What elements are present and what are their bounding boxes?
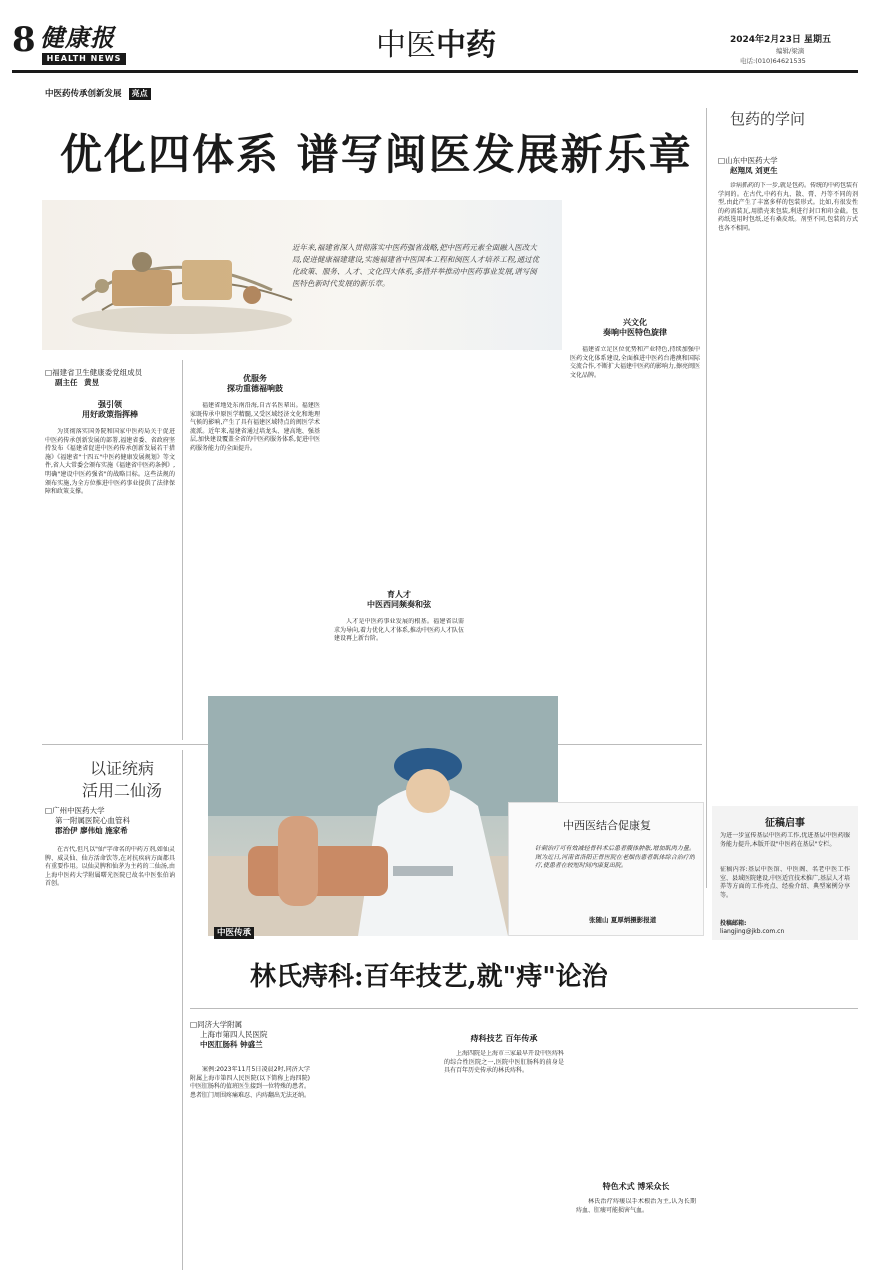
section-heading-1: 强引领 用好政策指挥棒 xyxy=(82,400,138,419)
divider-bottom-top xyxy=(190,1008,858,1009)
bottom-subhead-1: 痔科技艺 百年传承 xyxy=(470,1034,538,1043)
doctor-patient-illustration xyxy=(208,696,558,936)
solicit-email-address: liangjing@jkb.com.cn xyxy=(720,928,785,935)
section-body-1 xyxy=(45,428,175,728)
main-byline-role xyxy=(55,378,99,388)
section-title xyxy=(376,28,496,64)
photo-caption-title: 中西医结合促康复 xyxy=(563,819,651,832)
section-paragraph-1: 为贯彻落实国务院和国家中医药局关于促进中医药传承创新发展的部署,福建省委、省政府坚持发布《福建省促进中医药传承创新发展若干措施》《福建省"十四五"中医药健康发展规划》等文件,省人大常委会颁布实施《福建省中医药条例》,明确"建设中医药强省"的战略目标。这些法规的颁布实施,为全方位推进中医药事业提供了法律保障和政策支撑。 xyxy=(45,428,175,496)
section-heading-2: 优服务 探功重德福响鼓 xyxy=(227,374,283,393)
main-byline-org: □福建省卫生健康委党组成员 xyxy=(45,368,143,377)
section-paragraph-2: 福建省地处东南沿海,自古名医辈出。福建医家既传承中原医学精髓,又受区域经济文化和地理气候的影响,产生了具有福建区域特点的闽医学术流派。近年来,福建省通过培龙头、建高地、强基层,加快建设覆盖全省的中医药服务体系,促进中医药服务能力的全面提升。 xyxy=(190,402,320,452)
section-paragraph-4: 福建省立足区位优势和产业特色,持续加强中医药文化体系建设,全面推进中医药台港澳和国际交流合作,不断扩大福建中医药的影响力,擦亮闽医文化品牌。 xyxy=(570,346,700,379)
essay-byline-names: 郡治伊 廖伟灿 施家希 xyxy=(55,826,128,835)
page-number: 8 xyxy=(12,20,36,60)
photo-tag xyxy=(214,920,254,939)
solicit-email xyxy=(720,920,784,936)
bottom-case-paragraph: 案例:2023年11月5日凌晨2时,同济大学附属上海市第四人民医院(以下简称上海四院)中医肛肠科的值班医生接到一位特殊的患者。患者肛门周围疼痛难忍、内痔翻出无法还纳。 xyxy=(190,1066,310,1099)
section-heading-3: 育人才 中医西同频奏和弦 xyxy=(367,590,431,609)
section-heading-4: 兴文化 奏响中医特色旋律 xyxy=(603,318,667,337)
section-body-2 xyxy=(190,402,320,702)
essay-paragraph: 在古代,但凡以"仙"字命名的中药方剂,如仙灵脾、威灵仙、仙方活命饮等,在对抗疾病方面都具有重要作用。以仙灵脾和仙茅为主药的二仙汤,由上海中医药大学附属曙光医院已故名中医张伯讷首创。 xyxy=(45,846,175,888)
bottom-byline-org: □同济大学附属 xyxy=(190,1020,243,1029)
column-tag-badge: 亮点 xyxy=(129,88,151,100)
side-byline-org: □山东中医药大学 xyxy=(718,156,778,165)
side-article-body xyxy=(718,182,858,762)
essay-title: 以证统病 活用二仙汤 xyxy=(81,759,162,800)
main-illustration xyxy=(42,200,562,350)
solicit-box xyxy=(712,806,858,940)
masthead xyxy=(0,0,870,70)
divider-side xyxy=(706,108,707,888)
side-article-paragraph: 诊病抓药的下一步,就是包药。传统的中药包装有学问的。在古代,中药有丸、散、膏、丹等不同的剂型,由此产生了丰富多样的包装形式。比如,有很发性的药需装瓦,用腊壳来包装,利进行封口和印金截。包药纸选用时包纸,还有桑皮纸。剂型不同,包装的方式也各不相同。 xyxy=(718,182,858,232)
section-body-4 xyxy=(570,346,700,646)
solicit-email-label: 投稿邮箱: xyxy=(720,920,747,927)
section-body-3 xyxy=(334,618,464,708)
editors: 编辑/梁滴 xyxy=(776,47,805,55)
bottom-byline-names: 中医肛肠科 钟盛兰 xyxy=(200,1040,263,1049)
column-tag-prefix: 中医药传承创新发展 xyxy=(45,89,122,99)
solicit-intro: 为进一步宣传基层中医药工作,优进基层中医药服务能力提升,本版开设"中医药在基层"专栏。 xyxy=(720,832,850,848)
bottom-sub2-paragraph: 林氏治疗痔瘘以手术根治为主,认为长期痔血、肛瘘可能损害气血。 xyxy=(576,1198,696,1214)
issue-date: 2024年2月23日 星期五 xyxy=(730,35,831,45)
divider-col1 xyxy=(182,360,183,740)
photo-caption-credit: 张随山 夏厚炳摄影报道 xyxy=(589,916,657,924)
masthead-rule xyxy=(12,70,858,73)
bottom-sub1-body xyxy=(444,1050,564,1130)
photo-caption-box xyxy=(508,802,704,936)
bottom-sub2-body xyxy=(576,1198,696,1270)
essay-byline-dept: 第一附属医院心血管科 xyxy=(55,816,130,825)
main-headline: 优化四体系 谱写闽医发展新乐章 xyxy=(60,130,693,179)
essay-byline-org: □广州中医药大学 xyxy=(45,806,105,815)
main-lead: 近年来,福建省深入贯彻落实中医药强省战略,把中医药元素全面融入医改大局,促进健康福建建设,实施福建省中医国本工程和闽医人才培养工程,通过优化政策、服务、人才、文化四大体系,多措并举推动中医药事业发展,谱写闽医特色新时代发展的新乐章。 xyxy=(292,243,540,288)
photo-caption-text: 针刺治疗可有效减轻骨科术后患者腹体肿胀,增加肌肉力量。图为近日,河南省洛阳正骨医院在老烟伤患者肌体综合治疗的疗,使患者在较短时间内康复出院。 xyxy=(535,845,695,870)
main-byline-role-text: 副主任 xyxy=(55,378,78,387)
section-title-light: 中医 xyxy=(376,28,436,63)
solicit-title: 征稿启事 xyxy=(765,818,805,829)
solicit-body: 征稿内容:基层中医馆、中医阁、名老中医工作室、县域医院建设,中医适宜技术推广,基层人才培养等方面的工作亮点、经验介绍、典型案例分享等。 xyxy=(720,866,850,899)
bottom-sub1-paragraph: 上海四院是上海市三家最早开设中医痔科的综合性医院之一,医院中医肛肠科的前身是具有百年历史传承的林氏痔科。 xyxy=(444,1050,564,1075)
phone: 电话:(010)64621535 xyxy=(740,57,806,65)
bottom-subhead-2: 特色术式 博采众长 xyxy=(602,1182,670,1191)
section-title-bold: 中药 xyxy=(436,28,496,63)
rehab-photo xyxy=(208,696,558,936)
paper-name: 健康报 xyxy=(40,23,115,52)
paper-name-en: HEALTH NEWS xyxy=(42,53,126,65)
section-paragraph-3: 人才是中医药事业发展的根基。福建省以需求为导向,着力优化人才体系,推动中医药人才队伍建设再上新台阶。 xyxy=(334,618,464,643)
divider-essay xyxy=(182,750,183,1270)
column-tag xyxy=(45,81,151,99)
side-column-title: 包药的学问 xyxy=(730,110,806,128)
main-byline-name: 黄昱 xyxy=(84,378,100,387)
bottom-case xyxy=(190,1066,310,1271)
essay-body xyxy=(45,846,175,1270)
side-byline-names: 赵翔凤 刘更生 xyxy=(730,166,778,175)
bottom-headline: 林氏痔科:百年技艺,就"痔"论治 xyxy=(250,962,608,992)
bottom-byline-dept: 上海市第四人民医院 xyxy=(200,1030,268,1039)
photo-tag-text: 中医传承 xyxy=(214,927,254,939)
